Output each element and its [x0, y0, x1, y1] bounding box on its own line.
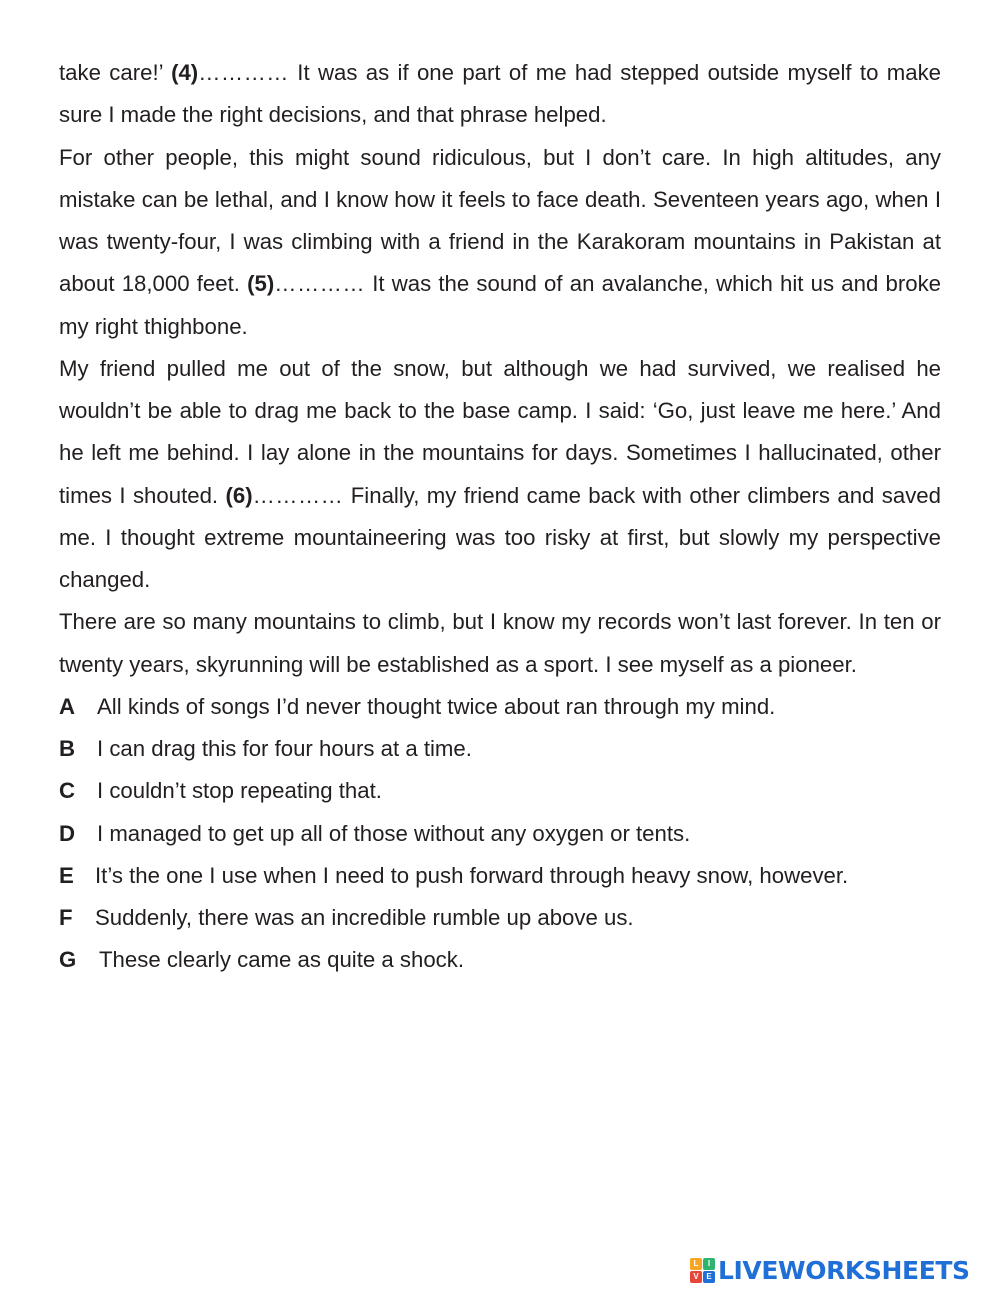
paragraph-1-rest: It was as if one part of me had stepped outside myself to make sure I made the right decisions, and that phrase helped. — [59, 60, 942, 128]
reading-passage — [59, 52, 941, 982]
option-c — [59, 770, 941, 812]
option-letter: A — [59, 693, 76, 719]
option-f — [59, 897, 941, 939]
logo-tile-e: E — [703, 1271, 715, 1283]
option-a — [59, 686, 941, 728]
paragraph-1-start: take care!’ — [59, 60, 172, 85]
option-letter: F — [59, 905, 73, 930]
gap-6-number: (6) — [225, 482, 253, 508]
option-text: I couldn’t stop repeating that. — [97, 778, 382, 804]
option-text: I managed to get up all of those without any oxygen or tents. — [97, 820, 691, 846]
paragraph-2-rest: It was the sound of an avalanche, which hit us and broke my right thighbone. — [59, 271, 941, 339]
option-text: It’s the one I use when I need to push forward through heavy snow, however. — [95, 862, 849, 888]
liveworksheets-logo — [690, 1252, 970, 1288]
paragraph-2-start: For other people, this might sound ridiculous, but I don’t care. In high altitudes, any mistake can be lethal, and I know how it feels to face death. Seventeen years ago, when I was twenty-four, I was climbing with a friend in the Karakoram mountains in Pakistan at about 18,000 feet. — [59, 144, 941, 297]
gap-4-blank[interactable]: ………… — [198, 60, 289, 85]
option-letter: C — [59, 778, 76, 804]
paragraph-2 — [59, 137, 941, 348]
paragraph-3-start: My friend pulled me out of the snow, but although we had survived, we realised he wouldn’t be able to drag me back to the base camp. I said: ‘Go, just leave me here.’ And he left me behind. I lay alone in the mountains for days. Sometimes I hallucinated, other times I shouted. — [59, 355, 941, 508]
gap-5-blank[interactable]: ………… — [274, 271, 366, 297]
options-list — [59, 686, 941, 982]
option-letter: D — [59, 820, 76, 846]
option-d — [59, 813, 941, 855]
brand-name: LIVEWORKSHEETS — [718, 1255, 970, 1285]
option-text: I can drag this for four hours at a time. — [97, 736, 472, 761]
option-b — [59, 728, 941, 770]
paragraph-4: There are so many mountains to climb, but I know my records won’t last forever. In ten or twenty years, skyrunning will be established as a sport. I see myself as a pioneer. — [59, 609, 941, 677]
option-g — [59, 939, 941, 981]
paragraph-3-rest: Finally, my friend came back with other climbers and saved me. I thought extreme mountaineering was too risky at first, but slowly my perspective changed. — [59, 482, 941, 592]
option-letter: G — [59, 947, 77, 973]
logo-tile-i: I — [703, 1258, 715, 1270]
paragraph-1 — [59, 52, 941, 137]
gap-4-number: (4) — [171, 60, 199, 85]
gap-6-blank[interactable]: ………… — [252, 482, 344, 508]
option-letter: B — [59, 736, 76, 761]
paragraph-3 — [59, 348, 941, 602]
option-text: All kinds of songs I’d never thought twice about ran through my mind. — [97, 693, 776, 719]
logo-tile-v: V — [690, 1271, 702, 1283]
liveworksheets-logo-icon — [690, 1258, 715, 1283]
option-letter: E — [59, 862, 74, 888]
option-text: These clearly came as quite a shock. — [99, 947, 465, 973]
logo-tile-l: L — [690, 1258, 702, 1270]
option-text: Suddenly, there was an incredible rumble up above us. — [95, 905, 634, 930]
option-e — [59, 855, 941, 897]
gap-5-number: (5) — [247, 271, 275, 297]
